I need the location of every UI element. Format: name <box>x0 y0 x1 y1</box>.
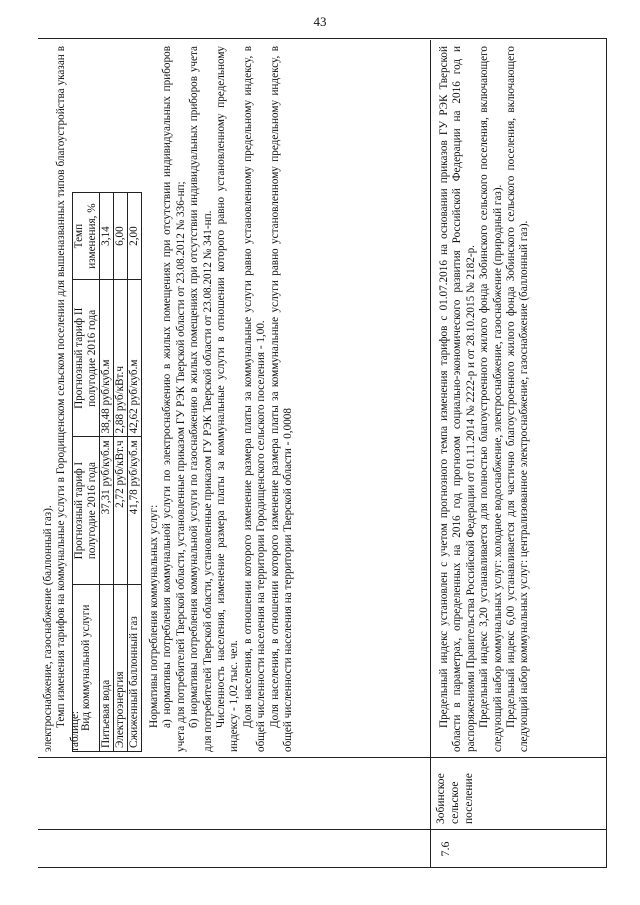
row-number: 7.6 <box>438 841 452 857</box>
table-cell: 6,00 <box>114 193 128 280</box>
table-cell: 42,62 руб/куб.м <box>128 280 142 437</box>
paragraph: б) нормативы потребления коммунальной услуги по газоснабжению в жилых помещениях при отсутствии индивидуальных приборов учета для потребителей Тверской области, установленные приказом ГУ РЭК Тверской области от 23.08.2012 № 341-нп. <box>188 46 214 752</box>
page-number: 43 <box>313 14 327 29</box>
paragraph: Доля населения, в отношении которого изменение размера платы за коммунальные услуги равно установленному предельному индексу, в общей численности населения на территории Городищенского сельского поселения - 1,00. <box>241 46 268 752</box>
tariff-table <box>72 192 142 752</box>
table-cell: Сжиженный баллонный газ <box>128 584 142 751</box>
table-cell: 2,72 руб/кВт.ч <box>114 437 128 584</box>
paragraph: а) нормативы потребления коммунальной услуги по электроснабжению в жилых помещениях при отсутствии индивидуальных приборов учета для потребителей Тверской области, установленные приказом ГУ РЭК Тверской области от 23.08.2012 № 336-нп; <box>161 46 187 752</box>
paragraph: Предельный индекс 3,20 устанавливается для полностью благоустроенного жилого фонда Зобинского сельского поселения, включающего следующий набор коммунальных услуг: холодное водоснабжение, электроснабжение, газоснабжение (природный газ). <box>478 46 504 752</box>
table-row <box>114 193 128 752</box>
table-header: Вид коммунальной услуги <box>73 584 100 751</box>
table-cell: 3,14 <box>100 193 114 280</box>
table-cell: 2,00 <box>128 193 142 280</box>
paragraph: Предельный индекс установлен с учетом прогнозного темпа изменения тарифов с 01.07.2016 на основании приказов ГУ РЭК Тверской области в параметрах, определенных на 2016 год прогнозом социально-экономического развития Российской Федерации на 2016 год и распоряжениями Правительства Российской Федерации от 01.11.2014 № 2222-р и от 28.10.2015 № 2182-р. <box>438 46 477 752</box>
norms-text <box>148 46 295 752</box>
prev-tail-line: электроснабжение, газоснабжение (баллонный газ). <box>42 505 54 752</box>
table-row <box>100 193 114 752</box>
paragraph: Численность населения, изменение размера платы за коммунальные услуги в отношении которого равно установленному предельному индексу - 1,02 тыс. чел. <box>215 46 241 752</box>
paragraph: Предельный индекс 6,00 устанавливается для частично благоустроенного жилого фонда Зобинского сельского поселения, включающего следующий набор коммунальных услуг: централизованное электроснабжение, газоснабжение (баллонный газ). <box>505 46 531 752</box>
column-divider <box>38 757 606 758</box>
table-header-row <box>73 193 100 752</box>
rotated-page-content <box>38 38 608 868</box>
table-header: Темп изменения, % <box>73 193 100 280</box>
table-cell: 37,31 руб/куб.м <box>100 437 114 584</box>
settlement-name: Зобинское сельское поселение <box>435 773 475 824</box>
table-header: Прогнозный тариф I полугодие 2016 года <box>73 437 100 584</box>
paragraph: Доля населения, в отношении которого изменение размера платы за коммунальные услуги равно установленному предельному индексу, в общей численности населения на территории Тверской области - 0,0008 <box>268 46 295 752</box>
section-text <box>438 46 532 752</box>
table-row <box>128 193 142 752</box>
table-header: Прогнозный тариф II полугодие 2016 года <box>73 280 100 437</box>
prev-tail-paragraph: Темп изменения тарифов на коммунальные услуги в Городищенском сельском поселении для вышеназванных типов благоустройства указан в таблице: <box>55 46 81 752</box>
table-cell: Питьевая вода <box>100 584 114 751</box>
table-cell: 2,88 руб/кВт.ч <box>114 280 128 437</box>
column-divider <box>38 829 606 830</box>
row-divider <box>430 40 431 868</box>
table-cell: 38,48 руб/куб.м <box>100 280 114 437</box>
paragraph: Нормативы потребления коммунальных услуг: <box>148 504 160 728</box>
table-cell: Электроэнергия <box>114 584 128 751</box>
table-cell: 41,78 руб/куб.м <box>128 437 142 584</box>
